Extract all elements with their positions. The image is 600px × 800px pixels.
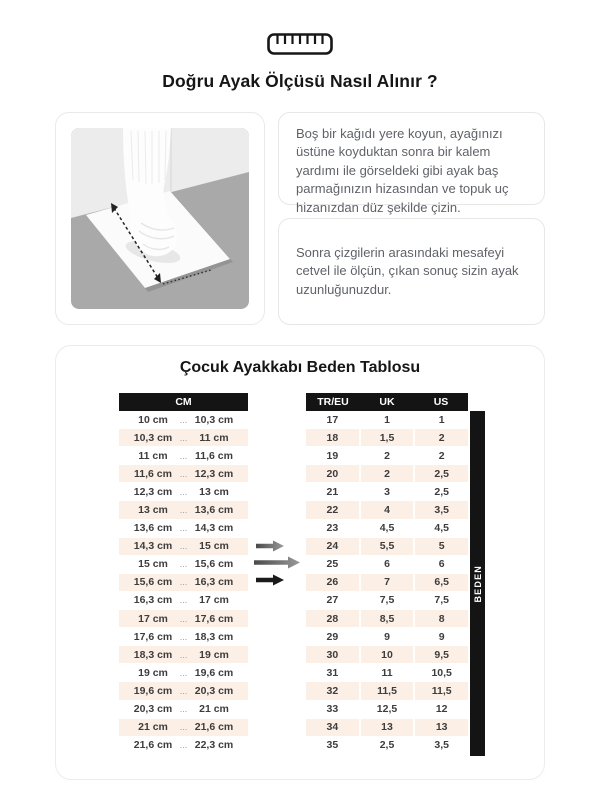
page-title: Doğru Ayak Ölçüsü Nasıl Alınır ? <box>162 71 438 91</box>
uk-size-value: 4 <box>359 501 416 518</box>
uk-size-value: 4,5 <box>359 520 416 537</box>
cm-min-value: 18,3 cm <box>133 648 173 661</box>
size-row <box>306 538 468 556</box>
range-dots: ... <box>179 559 188 570</box>
cm-max-value: 19 cm <box>199 648 229 661</box>
cm-min-value: 17,6 cm <box>133 630 173 643</box>
size-table-title: Çocuk Ayakkabı Beden Tablosu <box>179 359 421 376</box>
treu-size-value: 21 <box>306 483 359 500</box>
uk-size-value: 7 <box>359 574 416 591</box>
cm-min-value: 16,3 cm <box>133 594 173 607</box>
size-row <box>306 664 468 682</box>
uk-size-value: 13 <box>359 719 416 736</box>
size-row <box>306 483 468 501</box>
uk-size-value: 11 <box>359 664 416 681</box>
size-row <box>306 429 468 447</box>
treu-size-value: 25 <box>306 556 359 573</box>
cm-max-value: 21 cm <box>199 703 229 716</box>
cm-min-value: 13,6 cm <box>133 522 173 535</box>
size-table-card <box>55 345 545 780</box>
treu-size-value: 33 <box>306 701 359 718</box>
range-dots: ... <box>179 667 188 678</box>
treu-size-value: 26 <box>306 574 359 591</box>
treu-size-value: 35 <box>306 737 359 754</box>
size-row <box>306 682 468 700</box>
range-dots: ... <box>179 704 188 715</box>
foot-measurement-photo <box>55 112 265 325</box>
treu-size-value: 27 <box>306 592 359 609</box>
size-row <box>306 501 468 519</box>
treu-size-value: 28 <box>306 610 359 627</box>
size-row <box>306 574 468 592</box>
cm-range-row <box>119 592 248 610</box>
uk-size-value: 1 <box>359 411 416 428</box>
range-dots: ... <box>179 541 188 552</box>
cm-range-row <box>119 501 248 519</box>
us-size-value: 1 <box>415 411 468 428</box>
uk-size-value: 1,5 <box>359 429 416 446</box>
cm-range-row <box>119 682 248 700</box>
us-size-value: 2,5 <box>415 465 468 482</box>
instruction-step-1 <box>278 112 545 215</box>
size-row <box>306 719 468 737</box>
us-size-value: 9 <box>415 628 468 645</box>
uk-size-value: 9 <box>359 628 416 645</box>
cm-max-value: 12,3 cm <box>194 467 234 480</box>
size-row <box>306 737 468 755</box>
us-size-value: 6,5 <box>415 574 468 591</box>
cm-range-row <box>119 411 248 429</box>
uk-size-value: 8,5 <box>359 610 416 627</box>
cm-min-value: 14,3 cm <box>133 540 173 553</box>
cm-range-row <box>119 628 248 646</box>
range-dots: ... <box>179 649 188 660</box>
cm-max-value: 13 cm <box>199 485 229 498</box>
instruction-step-2-text: Sonra çizgilerin arasındaki mesafeyi cetvel ile ölçün, çıkan sonuç sizin ayak uzunluğunuzdur. <box>296 244 519 297</box>
cm-max-value: 22,3 cm <box>194 739 234 752</box>
treu-size-value: 20 <box>306 465 359 482</box>
size-row <box>306 646 468 664</box>
cm-range-row <box>119 465 248 483</box>
us-size-value: 7,5 <box>415 592 468 609</box>
size-table-header-uk: UK <box>379 396 395 408</box>
cm-max-value: 16,3 cm <box>194 576 234 589</box>
cm-min-value: 15,6 cm <box>133 576 173 589</box>
treu-size-value: 31 <box>306 664 359 681</box>
cm-min-value: 17 cm <box>138 612 168 625</box>
us-size-value: 5 <box>415 538 468 555</box>
size-row <box>306 701 468 719</box>
range-dots: ... <box>179 577 188 588</box>
uk-size-value: 2 <box>359 447 416 464</box>
size-row <box>306 447 468 465</box>
uk-size-value: 10 <box>359 646 416 663</box>
treu-size-value: 18 <box>306 429 359 446</box>
uk-size-value: 2 <box>359 465 416 482</box>
instruction-step-1-text: Boş bir kağıdı yere koyun, ayağınızı üstüne koyduktan sonra bir kalem yardımı ile görseldeki gibi ayak baş parmağınızın hizasından ve topuk uç hizanızdan düz şekilde çizin. <box>296 126 509 215</box>
cm-min-value: 15 cm <box>138 558 168 571</box>
convert-arrows-icon <box>254 536 304 592</box>
cm-max-value: 11 cm <box>199 431 229 444</box>
cm-range-row <box>119 737 248 755</box>
cm-max-value: 21,6 cm <box>194 721 234 734</box>
cm-range-row <box>119 520 248 538</box>
size-table-header-us: US <box>433 396 449 408</box>
size-table-header-treu: TR/EU <box>317 396 349 408</box>
cm-max-value: 10,3 cm <box>194 413 234 426</box>
cm-min-value: 11 cm <box>138 449 168 462</box>
ruler-icon-svg <box>267 33 333 55</box>
treu-size-value: 34 <box>306 719 359 736</box>
treu-size-value: 32 <box>306 682 359 699</box>
range-dots: ... <box>179 685 188 696</box>
us-size-value: 6 <box>415 556 468 573</box>
size-row <box>306 556 468 574</box>
us-size-value: 8 <box>415 610 468 627</box>
uk-size-value: 3 <box>359 483 416 500</box>
cm-min-value: 19 cm <box>138 666 168 679</box>
cm-range-row <box>119 483 248 501</box>
range-dots: ... <box>179 450 188 461</box>
treu-size-value: 30 <box>306 646 359 663</box>
uk-size-value: 11,5 <box>359 682 416 699</box>
foot-photo-illustration <box>71 128 249 309</box>
size-table-body <box>306 411 468 755</box>
size-row <box>306 465 468 483</box>
size-table <box>306 393 468 755</box>
us-size-value: 10,5 <box>415 664 468 681</box>
range-dots: ... <box>179 613 188 624</box>
us-size-value: 3,5 <box>415 737 468 754</box>
us-size-value: 11,5 <box>415 682 468 699</box>
us-size-value: 9,5 <box>415 646 468 663</box>
us-size-value: 2 <box>415 447 468 464</box>
treu-size-value: 23 <box>306 520 359 537</box>
size-table-header <box>306 393 468 411</box>
cm-range-row <box>119 447 248 465</box>
size-row <box>306 520 468 538</box>
range-dots: ... <box>179 468 188 479</box>
cm-range-row <box>119 556 248 574</box>
range-dots: ... <box>179 486 188 497</box>
cm-max-value: 13,6 cm <box>194 504 234 517</box>
us-size-value: 2 <box>415 429 468 446</box>
uk-size-value: 7,5 <box>359 592 416 609</box>
instruction-step-2 <box>278 218 545 325</box>
beden-side-label <box>470 411 485 756</box>
cm-min-value: 21 cm <box>138 721 168 734</box>
range-dots: ... <box>179 595 188 606</box>
cm-max-value: 15,6 cm <box>194 558 234 571</box>
size-row <box>306 411 468 429</box>
cm-range-row <box>119 610 248 628</box>
treu-size-value: 22 <box>306 501 359 518</box>
cm-range-row <box>119 574 248 592</box>
us-size-value: 2,5 <box>415 483 468 500</box>
uk-size-value: 6 <box>359 556 416 573</box>
cm-max-value: 18,3 cm <box>194 630 234 643</box>
cm-max-value: 20,3 cm <box>194 684 234 697</box>
us-size-value: 13 <box>415 719 468 736</box>
treu-size-value: 19 <box>306 447 359 464</box>
cm-range-row <box>119 646 248 664</box>
cm-max-value: 19,6 cm <box>194 666 234 679</box>
cm-min-value: 10 cm <box>138 413 168 426</box>
size-row <box>306 610 468 628</box>
cm-min-value: 20,3 cm <box>133 703 173 716</box>
treu-size-value: 29 <box>306 628 359 645</box>
treu-size-value: 24 <box>306 538 359 555</box>
cm-min-value: 19,6 cm <box>133 684 173 697</box>
cm-min-value: 10,3 cm <box>133 431 173 444</box>
cm-min-value: 12,3 cm <box>133 485 173 498</box>
cm-max-value: 15 cm <box>199 540 229 553</box>
us-size-value: 3,5 <box>415 501 468 518</box>
range-dots: ... <box>179 414 188 425</box>
treu-size-value: 17 <box>306 411 359 428</box>
uk-size-value: 5,5 <box>359 538 416 555</box>
cm-min-value: 11,6 cm <box>134 467 172 480</box>
range-dots: ... <box>179 523 188 534</box>
uk-size-value: 2,5 <box>359 737 416 754</box>
range-dots: ... <box>179 505 188 516</box>
ruler-icon <box>0 33 600 55</box>
size-row <box>306 628 468 646</box>
cm-max-value: 17,6 cm <box>194 612 234 625</box>
cm-table-body <box>119 411 248 755</box>
uk-size-value: 12,5 <box>359 701 416 718</box>
cm-table <box>119 393 248 755</box>
cm-range-row <box>119 664 248 682</box>
cm-range-row <box>119 429 248 447</box>
cm-range-row <box>119 701 248 719</box>
cm-range-row <box>119 719 248 737</box>
us-size-value: 4,5 <box>415 520 468 537</box>
cm-max-value: 14,3 cm <box>194 522 234 535</box>
cm-max-value: 17 cm <box>199 594 229 607</box>
us-size-value: 12 <box>415 701 468 718</box>
beden-side-label-text: BEDEN <box>472 564 483 603</box>
range-dots: ... <box>179 631 188 642</box>
cm-min-value: 21,6 cm <box>133 739 173 752</box>
cm-max-value: 11,6 cm <box>195 449 233 462</box>
range-dots: ... <box>179 432 188 443</box>
range-dots: ... <box>179 722 188 733</box>
cm-min-value: 13 cm <box>138 504 168 517</box>
range-dots: ... <box>179 740 188 751</box>
cm-table-header: CM <box>119 393 248 411</box>
cm-range-row <box>119 538 248 556</box>
size-row <box>306 592 468 610</box>
